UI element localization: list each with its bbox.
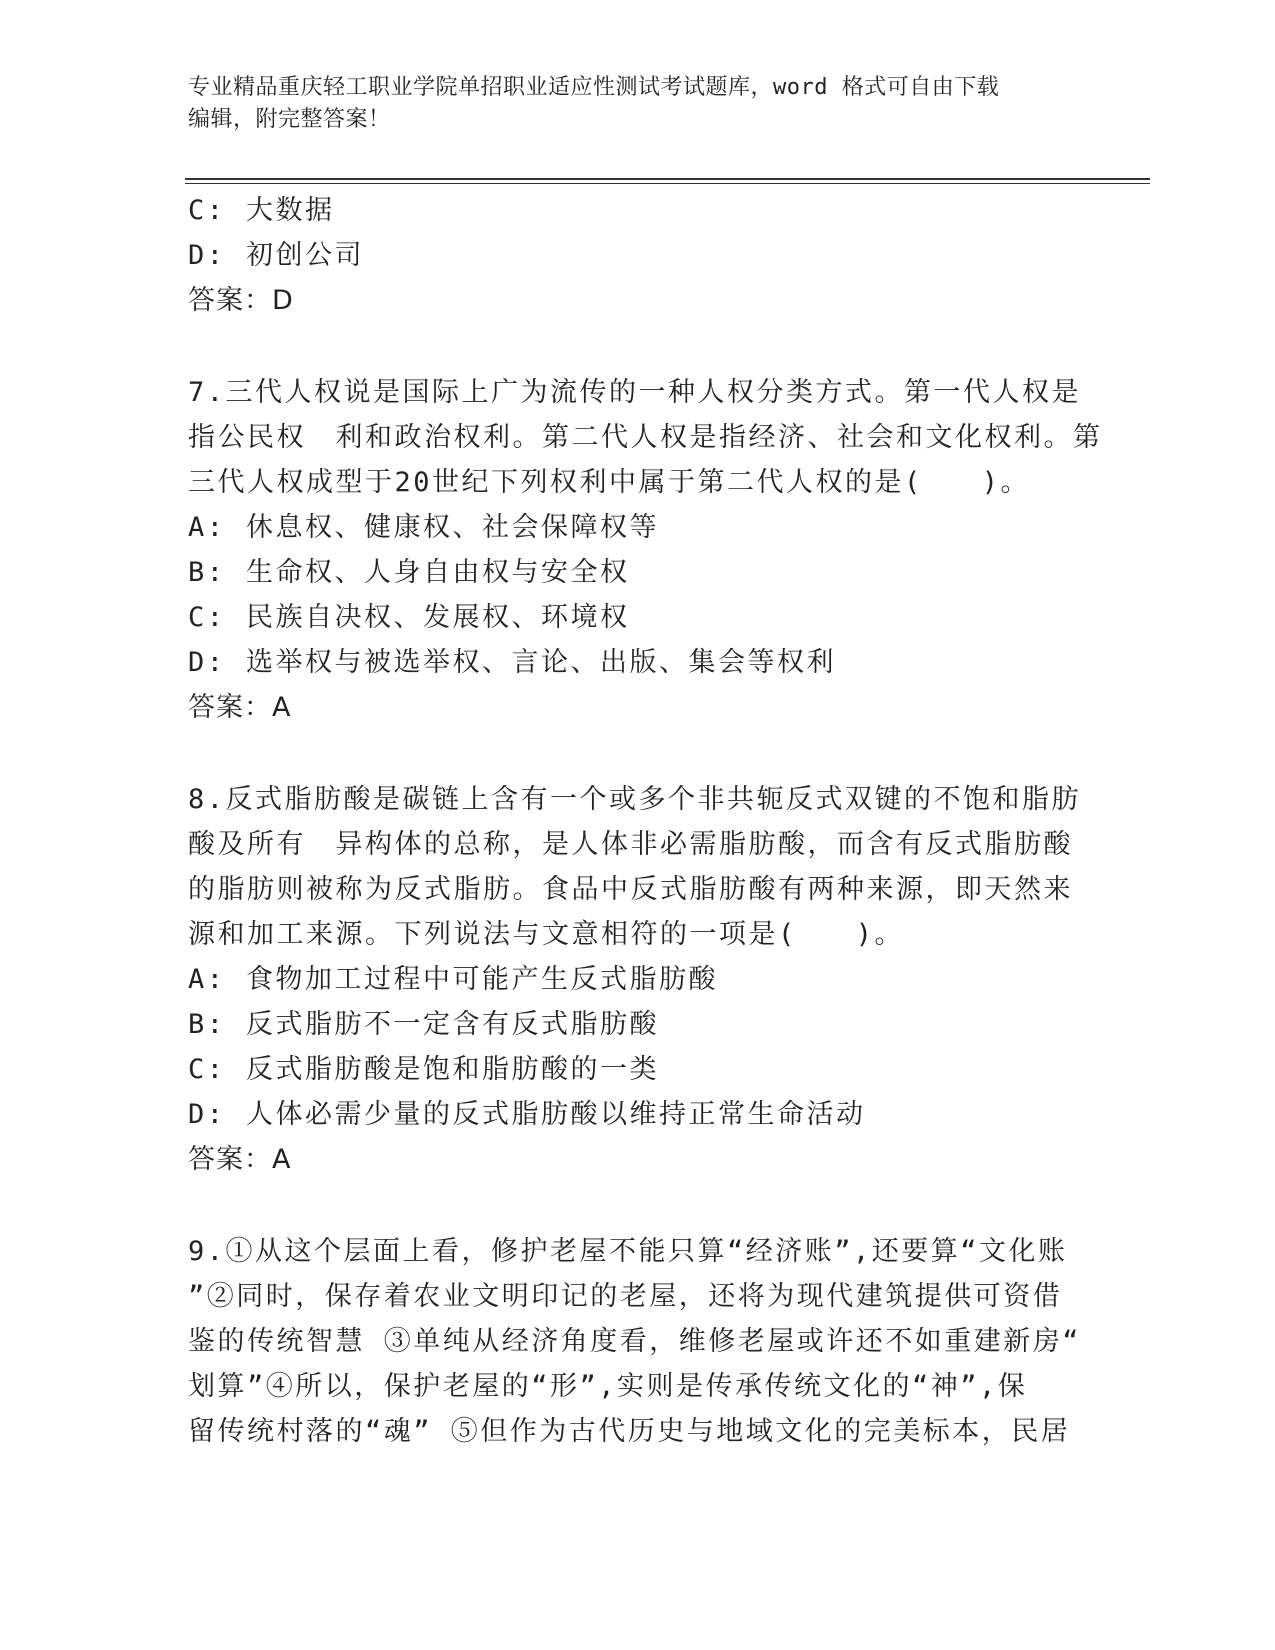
question-7	[188, 370, 1103, 730]
option-text: 反式脂肪不一定含有反式脂肪酸	[246, 1009, 659, 1040]
option-b	[188, 1002, 1088, 1047]
question-text-line: 源和加工来源。下列说法与文意相符的一项是( )。	[188, 919, 905, 950]
option-text: 大数据	[246, 195, 335, 226]
option-c	[188, 1047, 1088, 1092]
option-letter: C:	[188, 1054, 226, 1085]
option-text: 人体必需少量的反式脂肪酸以维持正常生命活动	[246, 1099, 866, 1130]
question-text-line: 鉴的传统智慧 ③单纯从经济角度看，维修老屋或许还不如重建新房“	[188, 1326, 1082, 1357]
question-text-line: 三代人权成型于20世纪下列权利中属于第二代人权的是( )。	[188, 467, 1031, 498]
option-a	[188, 505, 1088, 550]
question-text-line: 划算”④所以，保护老屋的“形”,实则是传承传统文化的“神”,保	[188, 1371, 1028, 1402]
option-d	[188, 640, 1088, 685]
option-text: 食物加工过程中可能产生反式脂肪酸	[246, 964, 718, 995]
question-9	[188, 1229, 1088, 1454]
question-text-line: 7.三代人权说是国际上广为流传的一种人权分类方式。第一代人权是	[188, 377, 1082, 408]
option-text: 反式脂肪酸是饱和脂肪酸的一类	[246, 1054, 659, 1085]
answer-line: 答案：A	[188, 1144, 292, 1175]
option-c	[188, 595, 1088, 640]
option-letter: D:	[188, 647, 226, 678]
option-letter: D:	[188, 1099, 226, 1130]
option-letter: A:	[188, 964, 226, 995]
option-letter: D:	[188, 240, 226, 271]
option-letter: A:	[188, 512, 226, 543]
header-line-2: 编辑，附完整答案！	[188, 107, 391, 132]
option-text: 选举权与被选举权、言论、出版、集会等权利	[246, 647, 836, 678]
question-8	[188, 777, 1088, 1182]
option-d	[188, 1092, 1088, 1137]
option-b	[188, 550, 1088, 595]
header-line-1: 专业精品重庆轻工职业学院单招职业适应性测试考试题库，word 格式可自由下载	[188, 75, 1000, 100]
option-a	[188, 957, 1088, 1002]
option-letter: B:	[188, 557, 226, 588]
option-letter: C:	[188, 602, 226, 633]
question-text-line: 酸及所有 异构体的总称，是人体非必需脂肪酸，而含有反式脂肪酸	[188, 829, 1073, 860]
option-text: 初创公司	[246, 240, 364, 271]
option-text: 民族自决权、发展权、环境权	[246, 602, 630, 633]
header-rule-thin	[185, 183, 1150, 184]
question-text-line: 的脂肪则被称为反式脂肪。食品中反式脂肪酸有两种来源，即天然来	[188, 874, 1073, 905]
header-rule-thick	[185, 178, 1150, 180]
option-text: 休息权、健康权、社会保障权等	[246, 512, 659, 543]
question-content	[188, 188, 1103, 1454]
option-letter: B:	[188, 1009, 226, 1040]
question-text-line: ”②同时，保存着农业文明印记的老屋，还将为现代建筑提供可资借	[188, 1281, 1063, 1312]
option-text: 生命权、人身自由权与安全权	[246, 557, 630, 588]
question-text-line: 指公民权 利和政治权利。第二代人权是指经济、社会和文化权利。第	[188, 422, 1103, 453]
option-letter: C:	[188, 195, 226, 226]
option-c	[188, 188, 1088, 233]
question-text-line: 留传统村落的“魂” ⑤但作为古代历史与地域文化的完美标本，民居	[188, 1416, 1071, 1447]
question-text-line: 9.①从这个层面上看，修护老屋不能只算“经济账”,还要算“文化账	[188, 1236, 1068, 1267]
question-text-line: 8.反式脂肪酸是碳链上含有一个或多个非共轭反式双键的不饱和脂肪	[188, 784, 1082, 815]
option-d	[188, 233, 1088, 278]
question-6-tail	[188, 188, 1088, 323]
page-header	[188, 72, 1068, 136]
answer-line: 答案：A	[188, 692, 292, 723]
answer-line: 答案：D	[188, 285, 294, 316]
